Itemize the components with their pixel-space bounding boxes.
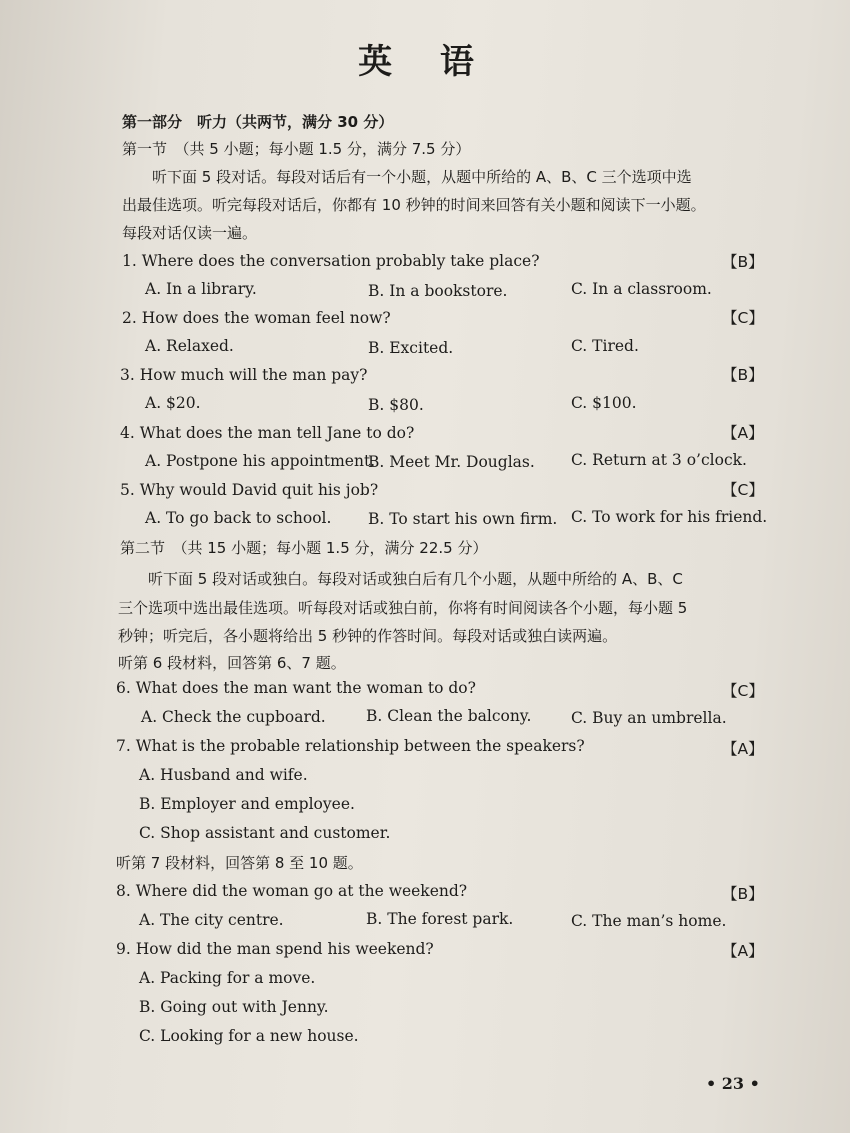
q8-option-a: A. The city centre. — [139, 911, 284, 929]
answer-1: 【B】 — [722, 253, 764, 271]
question-3: 3. How much will the man pay? — [120, 366, 368, 384]
section2-instruction-line: 三个选项中选出最佳选项。听每段对话或独白前，你将有时间阅读各个小题，每小题 5 — [118, 599, 688, 617]
q6-option-a: A. Check the cupboard. — [141, 708, 326, 726]
section1-instruction-line: 出最佳选项。听完每段对话后，你都有 10 秒钟的时间来回答有关小题和阅读下一小题。 — [122, 196, 706, 214]
question-4: 4. What does the man tell Jane to do? — [120, 424, 415, 442]
material-6-heading: 听第 6 段材料，回答第 6、7 题。 — [118, 654, 346, 672]
q4-option-a: A. Postpone his appointment. — [145, 452, 376, 470]
question-7: 7. What is the probable relationship between the speakers? — [116, 737, 585, 755]
q9-option-b: B. Going out with Jenny. — [139, 998, 329, 1016]
q2-option-a: A. Relaxed. — [145, 337, 234, 355]
q5-option-c: C. To work for his friend. — [571, 508, 768, 526]
part1-heading: 第一部分 听力（共两节，满分 30 分） — [122, 113, 394, 131]
question-6: 6. What does the man want the woman to do? — [116, 679, 476, 697]
q3-option-a: A. $20. — [145, 394, 201, 412]
question-9: 9. How did the man spend his weekend? — [116, 940, 434, 958]
q1-option-c: C. In a classroom. — [571, 280, 712, 298]
q1-option-a: A. In a library. — [145, 280, 257, 298]
section2-heading: 第二节 （共 15 小题；每小题 1.5 分，满分 22.5 分） — [120, 539, 488, 557]
q2-option-b: B. Excited. — [368, 339, 454, 357]
answer-3: 【B】 — [722, 366, 764, 384]
question-1: 1. Where does the conversation probably take place? — [122, 252, 540, 270]
answer-7: 【A】 — [722, 740, 764, 758]
answer-6: 【C】 — [722, 682, 764, 700]
section2-instruction-line: 秒钟；听完后，各小题将给出 5 秒钟的作答时间。每段对话或独白读两遍。 — [118, 627, 618, 645]
q6-option-c: C. Buy an umbrella. — [571, 709, 727, 727]
section1-instruction-line: 每段对话仅读一遍。 — [122, 224, 258, 242]
section1-heading: 第一节 （共 5 小题；每小题 1.5 分，满分 7.5 分） — [122, 140, 471, 158]
q7-option-c: C. Shop assistant and customer. — [139, 824, 391, 842]
section1-instruction-line: 听下面 5 段对话。每段对话后有一个小题，从题中所给的 A、B、C 三个选项中选 — [152, 168, 692, 186]
question-5: 5. Why would David quit his job? — [120, 481, 379, 499]
answer-9: 【A】 — [722, 942, 764, 960]
answer-8: 【B】 — [722, 885, 764, 903]
page-title: 英 语 — [358, 42, 492, 82]
q4-option-b: B. Meet Mr. Douglas. — [368, 453, 535, 471]
answer-5: 【C】 — [722, 481, 764, 499]
q3-option-b: B. $80. — [368, 396, 424, 414]
q8-option-c: C. The man’s home. — [571, 912, 727, 930]
page-number: • 23 • — [706, 1074, 760, 1093]
q8-option-b: B. The forest park. — [366, 910, 514, 928]
q1-option-b: B. In a bookstore. — [368, 282, 508, 300]
answer-4: 【A】 — [722, 424, 764, 442]
q6-option-b: B. Clean the balcony. — [366, 707, 532, 725]
section2-instruction-line: 听下面 5 段对话或独白。每段对话或独白后有几个小题，从题中所给的 A、B、C — [148, 570, 683, 588]
q5-option-b: B. To start his own firm. — [368, 510, 558, 528]
q7-option-b: B. Employer and employee. — [139, 795, 355, 813]
q5-option-a: A. To go back to school. — [145, 509, 332, 527]
answer-2: 【C】 — [722, 309, 764, 327]
q4-option-c: C. Return at 3 o’clock. — [571, 451, 747, 469]
q2-option-c: C. Tired. — [571, 337, 639, 355]
q3-option-c: C. $100. — [571, 394, 637, 412]
question-2: 2. How does the woman feel now? — [122, 309, 391, 327]
q9-option-c: C. Looking for a new house. — [139, 1027, 359, 1045]
question-8: 8. Where did the woman go at the weekend? — [116, 882, 468, 900]
material-7-heading: 听第 7 段材料，回答第 8 至 10 题。 — [116, 854, 363, 872]
q7-option-a: A. Husband and wife. — [139, 766, 308, 784]
q9-option-a: A. Packing for a move. — [139, 969, 316, 987]
